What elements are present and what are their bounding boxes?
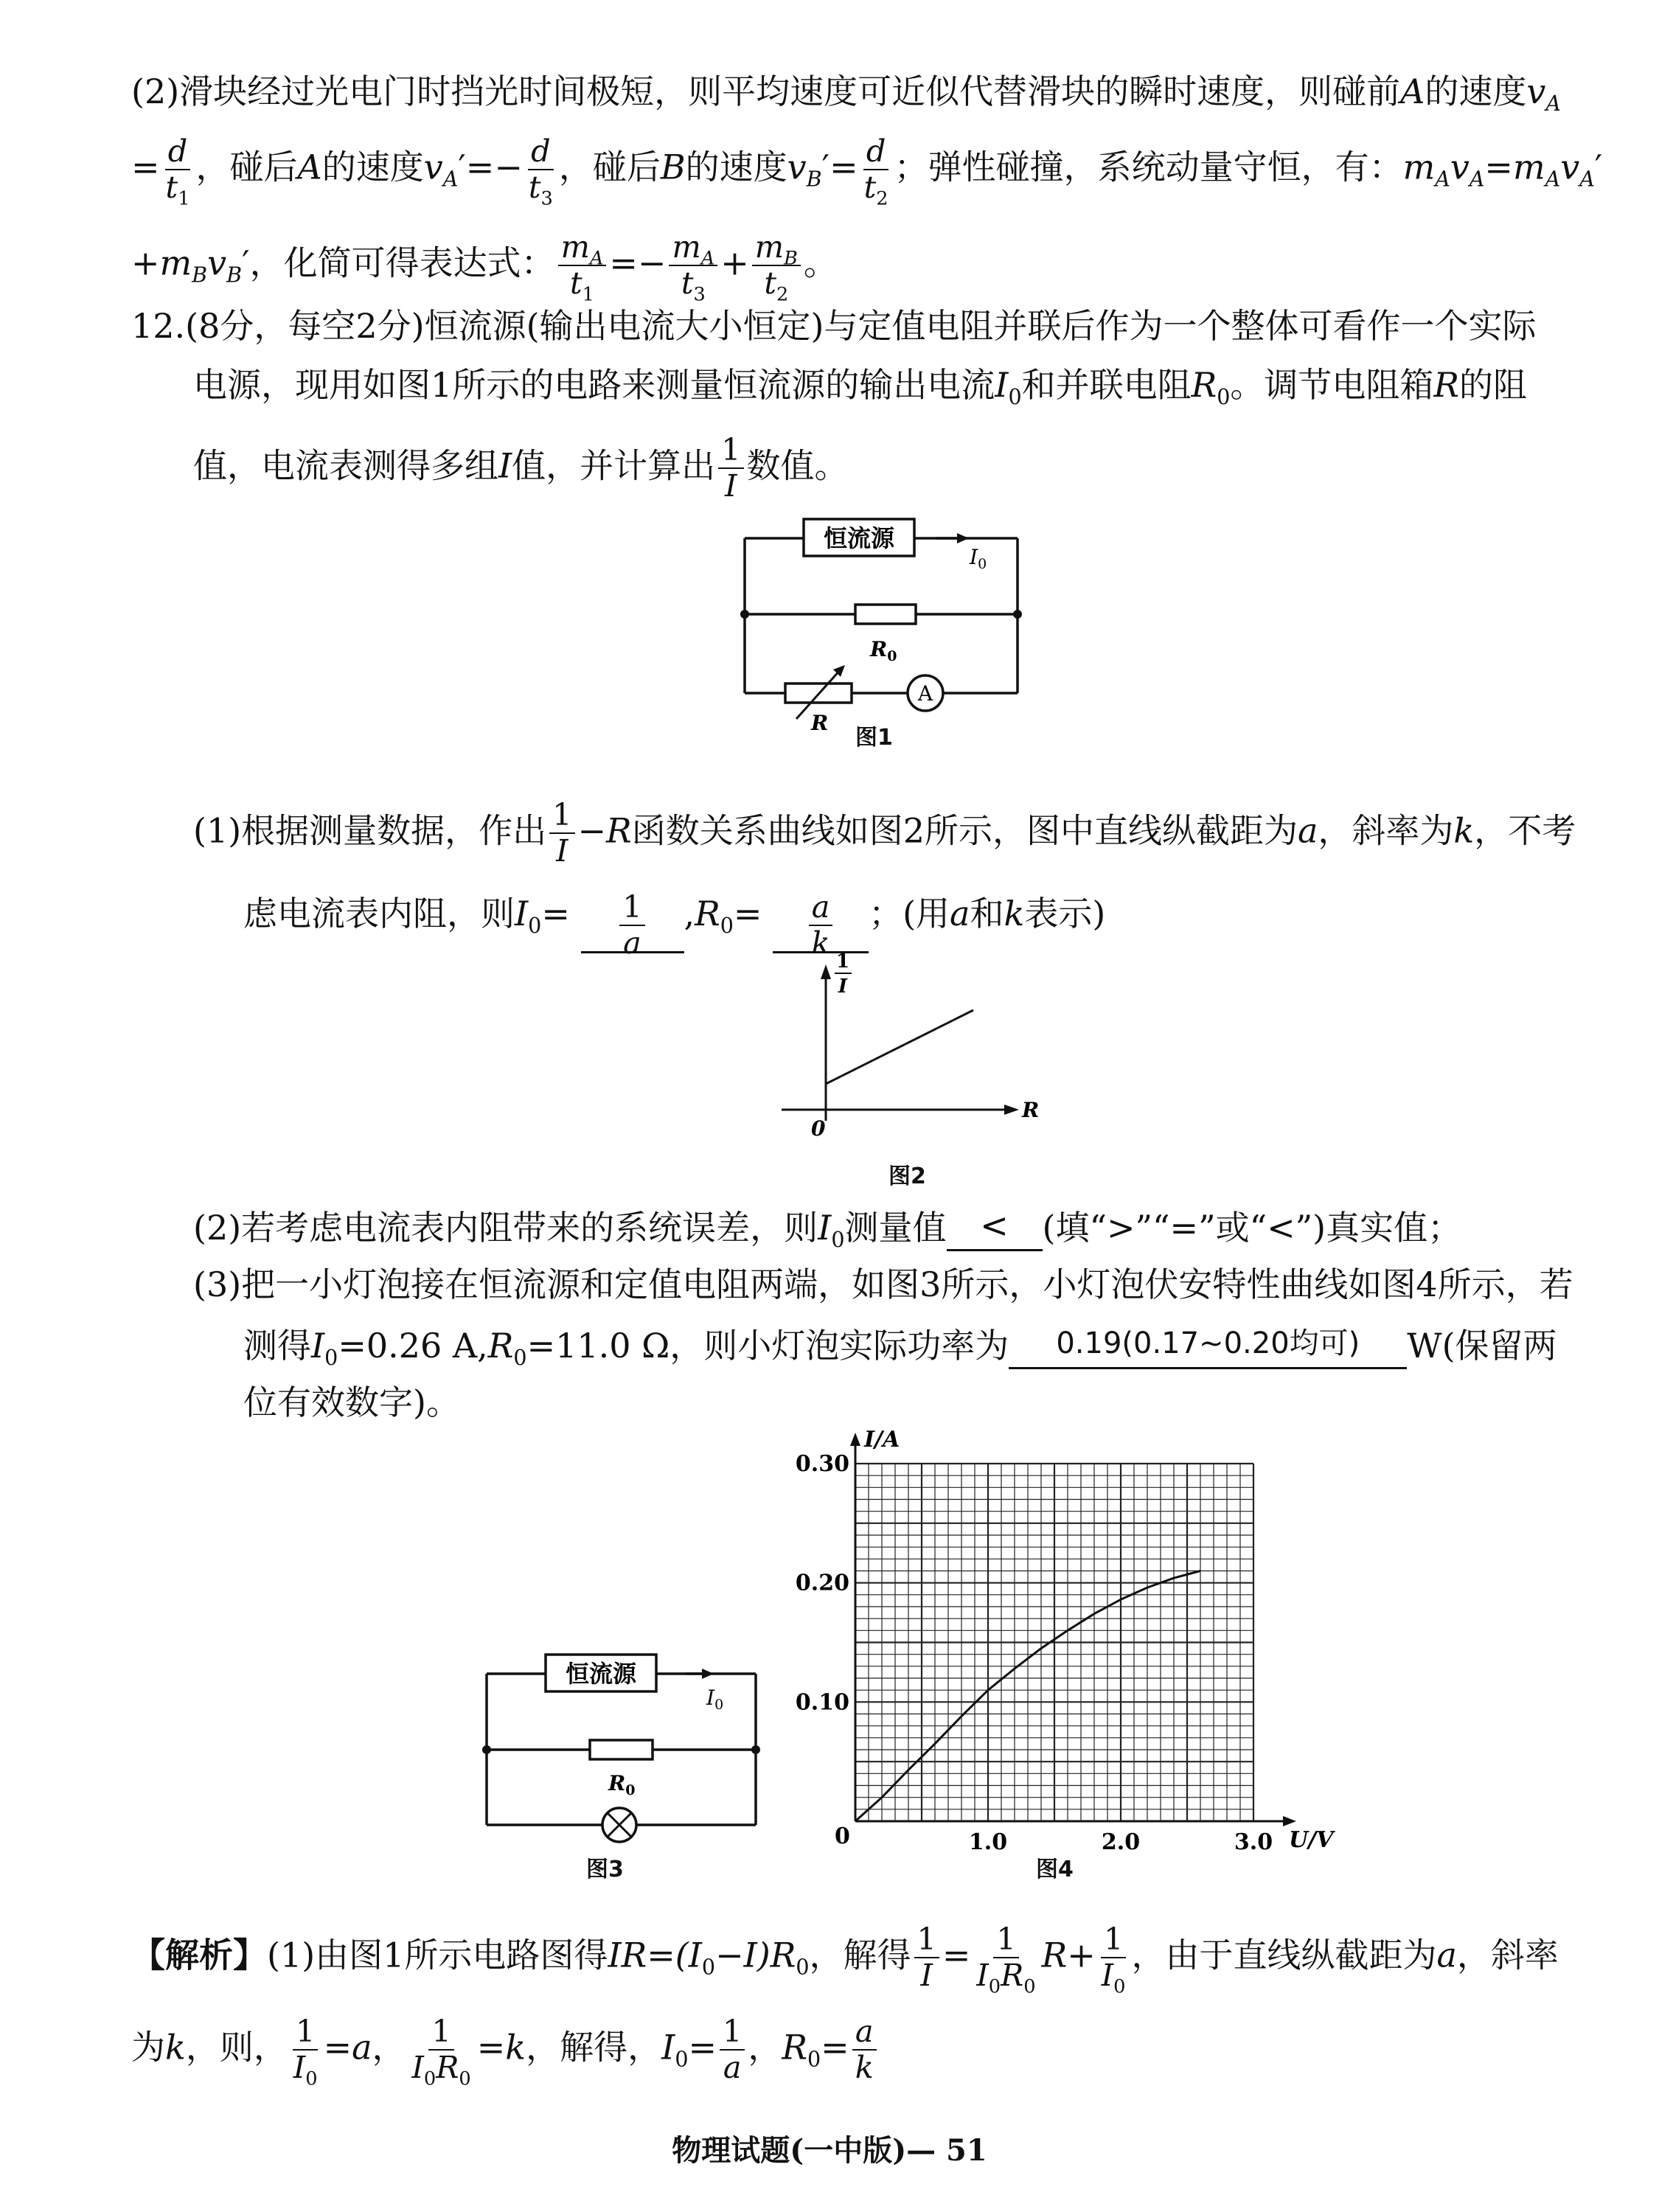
text: ，则， <box>185 2027 288 2067</box>
sub3-line1 <box>193 1261 1573 1308</box>
I: I <box>976 1958 989 1994</box>
text: 表示) <box>1024 894 1106 933</box>
prime: ′ <box>1594 147 1603 187</box>
sub: A <box>1435 167 1450 192</box>
den: I <box>556 833 568 869</box>
sub: 0 <box>528 914 542 939</box>
source-label: 恒流源 <box>565 1660 637 1688</box>
sub3-line2 <box>243 1320 1557 1369</box>
num: 1 <box>293 2017 318 2051</box>
sub: A <box>1545 167 1561 192</box>
chart-grid <box>855 1464 1253 1821</box>
R0-value: =11.0 Ω <box>526 1326 670 1366</box>
I: I <box>293 2050 306 2086</box>
eq: = <box>830 147 858 187</box>
R: R <box>1001 1958 1024 1994</box>
v: v <box>1560 147 1580 187</box>
eq: = <box>609 243 638 283</box>
frac-d-t3 <box>526 133 556 210</box>
sub: 0 <box>1217 385 1231 410</box>
figure3-circuit <box>472 1644 782 1843</box>
text: ，解得， <box>526 2027 662 2067</box>
frac-1-I <box>718 432 743 504</box>
x-tick-label: 3.0 <box>1234 1829 1273 1855</box>
sub: A <box>1469 167 1485 192</box>
frac-d-t2 <box>861 133 891 210</box>
sub: 0 <box>1023 1975 1036 1998</box>
m: m <box>159 243 192 283</box>
r0-resistor <box>590 1740 653 1759</box>
jx-line1 <box>131 1921 1559 1998</box>
sub: 0 <box>796 1955 810 1980</box>
frac-1-I <box>549 797 574 869</box>
sub2-line <box>193 1202 1461 1251</box>
x-arrow-icon <box>1004 1105 1019 1115</box>
sub1-line1 <box>193 797 1576 869</box>
num: 1 <box>720 2017 745 2051</box>
r0-label-sub: 0 <box>887 648 897 664</box>
sub: 0 <box>1113 1975 1126 1998</box>
frac-mA-t3 <box>669 229 717 306</box>
eq: = <box>821 2027 849 2067</box>
chart-origin: 0 <box>835 1823 850 1849</box>
I: I <box>1101 1958 1114 1994</box>
sub: 0 <box>324 1346 338 1371</box>
frac-mB-t2 <box>752 229 801 306</box>
text: (2)滑块经过光电门时挡光时间极短，则平均速度可近似代替滑块的瞬时速度，则碰前 <box>131 72 1401 111</box>
R: R <box>1041 1935 1068 1975</box>
frac-1-I0R0 <box>409 2014 474 2090</box>
sub: A <box>589 247 604 270</box>
t: t <box>681 265 694 302</box>
den <box>163 170 193 210</box>
junction-dot <box>482 1745 491 1754</box>
I0: I <box>995 365 1009 405</box>
sub: 0 <box>305 2067 318 2090</box>
sub: A <box>700 247 715 270</box>
sub: 1 <box>582 283 594 306</box>
sub: 0 <box>1008 385 1022 410</box>
x-tick-label: 1.0 <box>968 1829 1008 1855</box>
a: a <box>1297 810 1318 851</box>
R: R <box>1433 365 1460 405</box>
sub1-line2 <box>243 876 1106 961</box>
den: a <box>623 925 641 961</box>
frac-1-I0 <box>1099 1921 1129 1998</box>
text: ，斜率 <box>1456 1935 1559 1975</box>
k: k <box>505 2027 526 2067</box>
source-label: 恒流源 <box>823 524 895 552</box>
junction-dot <box>751 1745 760 1754</box>
sub: A <box>1545 91 1561 116</box>
t: t <box>165 170 178 206</box>
period: 。 <box>803 243 838 283</box>
text: 位有效数字)。 <box>243 1382 460 1422</box>
current-label-main: I <box>706 1686 715 1710</box>
arrow-head-icon <box>957 533 969 543</box>
eq: = <box>131 147 160 187</box>
figure1-circuit <box>723 509 1062 737</box>
y-tick-label: 0.20 <box>795 1570 849 1596</box>
R0: R <box>1191 365 1217 405</box>
figure2-graph <box>767 951 1062 1187</box>
eq: = <box>541 894 570 933</box>
y-axis-arrow-icon <box>850 1433 860 1446</box>
eq: = <box>688 2027 717 2067</box>
x-tick-label: 2.0 <box>1101 1829 1141 1855</box>
sub: 1 <box>178 187 190 210</box>
num <box>669 229 717 270</box>
sub: B <box>784 247 798 270</box>
text: 值，电流表测得多组 <box>193 445 498 486</box>
num: 1 <box>1101 1924 1126 1958</box>
sym-vBp: v <box>787 147 807 187</box>
frac-1-a <box>720 2014 745 2086</box>
text: ，碰后 <box>558 147 661 187</box>
answer-I0-blank[interactable] <box>581 889 684 961</box>
answer-I0 <box>619 889 644 961</box>
rbox-label: R <box>811 711 829 735</box>
text: ；(用 <box>869 894 950 933</box>
comma: , <box>684 894 695 933</box>
q12-line1 <box>131 302 1536 349</box>
num: 1 <box>914 1924 939 1958</box>
I0: I <box>818 1208 832 1248</box>
I: I <box>498 445 512 486</box>
prime: ′ <box>458 147 466 187</box>
R0: R <box>487 1326 514 1366</box>
v: v <box>1450 147 1470 187</box>
m: m <box>672 229 701 265</box>
text: 测得 <box>243 1326 311 1366</box>
figure4-iv-chart <box>782 1416 1357 1888</box>
den: k <box>855 2050 874 2086</box>
sub: 0 <box>807 2047 821 2072</box>
plus: + <box>720 243 749 283</box>
jx-tag: 【解析】 <box>131 1935 267 1975</box>
I0: I <box>515 894 529 933</box>
plus: + <box>1067 1935 1096 1975</box>
figure3-caption: 图3 <box>586 1857 624 1882</box>
graph-line <box>826 1010 973 1084</box>
sub: A <box>1579 167 1595 192</box>
den <box>861 170 891 210</box>
sym-vAp: v <box>423 147 443 187</box>
current-label-sub: 0 <box>978 556 987 572</box>
chart-xlabel: U/V <box>1289 1827 1334 1853</box>
origin-label: 0 <box>811 1116 826 1141</box>
current-label-sub: 0 <box>714 1697 724 1713</box>
text: (2)若考虑电流表内阻带来的系统误差，则 <box>193 1208 818 1248</box>
num: 1 <box>549 800 574 834</box>
sub3-line3 <box>243 1379 460 1426</box>
sub: 0 <box>720 914 734 939</box>
frac-1-I0 <box>291 2014 321 2090</box>
text: ，化简可得表达式： <box>249 243 555 283</box>
den <box>678 265 709 306</box>
page-footer: 物理试题(一中版)— 51 <box>672 2133 987 2168</box>
para2-line3 <box>131 229 838 306</box>
text: ，碰后 <box>195 147 298 187</box>
text: 的速度 <box>1425 72 1527 111</box>
y-arrow-icon <box>821 964 831 979</box>
y-label-den: I <box>838 975 848 998</box>
answer-R0-blank[interactable] <box>773 889 869 961</box>
den <box>409 2050 474 2090</box>
text: (1)由图1所示电路图得 <box>267 1935 608 1975</box>
frac-d-t1 <box>163 133 193 210</box>
comma: ， <box>748 2027 782 2067</box>
eq: = <box>942 1935 971 1975</box>
eq: = <box>465 147 495 187</box>
minus-R: −R <box>577 810 632 851</box>
chart-marks <box>796 1433 1296 1855</box>
minus: − <box>637 243 667 283</box>
frac-1-I <box>914 1921 939 1994</box>
current-label <box>706 1686 723 1713</box>
I0: I <box>311 1326 325 1366</box>
current-label <box>969 545 987 572</box>
current-label-main: I <box>970 545 978 569</box>
num: a <box>809 892 833 926</box>
r0-resistor <box>855 605 916 624</box>
text: 的速度 <box>321 147 424 187</box>
r0-label-main: R <box>608 1771 626 1795</box>
y-label-num: 1 <box>835 951 850 973</box>
text: 数值。 <box>746 445 849 486</box>
sym-vA: v <box>1526 72 1546 111</box>
eq-part: −I)R <box>715 1935 796 1975</box>
sub: 3 <box>540 187 553 210</box>
x-label: R <box>1022 1098 1040 1122</box>
sub: 0 <box>513 1346 527 1371</box>
eq: = <box>1484 147 1513 187</box>
den: I <box>725 468 737 504</box>
figure4-caption: 图4 <box>1036 1857 1074 1882</box>
text: 的速度 <box>685 147 787 187</box>
R0: R <box>782 2027 808 2067</box>
q12-line3 <box>193 432 849 504</box>
para2-line2 <box>131 133 1603 210</box>
frac-a-k <box>852 2014 877 2086</box>
num: 1 <box>993 1924 1018 1958</box>
arrow-head-icon <box>702 1669 714 1679</box>
text: W(保留两 <box>1407 1326 1557 1366</box>
den <box>526 170 556 210</box>
m: m <box>1512 147 1545 187</box>
sub: A <box>442 167 459 192</box>
text: 12.(8分，每空2分)恒流源(输出电流大小恒定)与定值电阻并联后作为一个整体可看作一个实际 <box>131 306 1537 346</box>
y-tick-label: 0.30 <box>795 1451 849 1477</box>
text: 和 <box>970 894 1004 933</box>
text: 的阻 <box>1459 365 1528 405</box>
den: I <box>920 1958 933 1994</box>
text: 测量值 <box>844 1208 947 1248</box>
t: t <box>569 265 582 302</box>
r0-label <box>608 1771 636 1798</box>
num: d <box>165 136 191 170</box>
text: 和并联电阻 <box>1021 365 1192 405</box>
sub: 0 <box>675 2047 689 2072</box>
R0: R <box>695 894 720 933</box>
comma: ， <box>372 2027 406 2067</box>
prime: ′ <box>242 243 250 283</box>
text: (1)根据测量数据，作出 <box>193 810 547 851</box>
R: R <box>436 2050 459 2086</box>
text: ，不考 <box>1474 810 1576 851</box>
eq: = <box>733 894 762 933</box>
junction-dot <box>740 610 749 619</box>
den <box>1099 1958 1129 1998</box>
t: t <box>863 170 877 206</box>
text: ，则小灯泡实际功率为 <box>669 1326 1009 1366</box>
sub: 2 <box>876 187 888 210</box>
den <box>291 2050 321 2090</box>
ammeter-label: A <box>917 681 933 706</box>
text: ，由于直线纵截距为 <box>1131 1935 1437 1975</box>
sub: B <box>226 262 243 288</box>
sub: 2 <box>776 283 789 306</box>
sym-A: A <box>297 147 322 187</box>
v: v <box>207 243 227 283</box>
den: k <box>811 925 830 961</box>
num: d <box>528 136 554 170</box>
I: I <box>411 2050 424 2086</box>
text: (3)把一小灯泡接在恒流源和定值电阻两端，如图3所示，小灯泡伏安特性曲线如图4所示，若 <box>193 1265 1573 1304</box>
den <box>973 1958 1038 1998</box>
text: 为 <box>131 2027 165 2067</box>
a: a <box>352 2027 372 2067</box>
text: 函数关系曲线如图2所示，图中直线纵截距为 <box>631 810 1298 851</box>
chart-ylabel: I/A <box>864 1427 900 1453</box>
num: d <box>863 136 889 170</box>
sym-A: A <box>1400 72 1425 111</box>
sub: 0 <box>701 1955 716 1980</box>
k: k <box>1004 894 1025 933</box>
figure2-caption: 图2 <box>888 1164 926 1189</box>
text: ；弹性碰撞，系统动量守恒，有： <box>894 147 1403 187</box>
a: a <box>950 894 970 933</box>
text: 值，并计算出 <box>512 445 716 486</box>
answer-R0 <box>809 889 833 961</box>
r0-label-main: R <box>870 637 888 661</box>
den: a <box>723 2050 742 2086</box>
num: 1 <box>619 892 644 926</box>
den <box>761 265 791 306</box>
answer-compare-blank[interactable]: < <box>947 1202 1043 1251</box>
sub: B <box>806 167 822 192</box>
m: m <box>560 229 590 265</box>
frac-mA-t1 <box>558 229 607 306</box>
eq: = <box>323 2027 352 2067</box>
text: 。调节电阻箱 <box>1230 365 1434 405</box>
text: (填“>”“=”或“<”)真实值； <box>1042 1208 1462 1248</box>
eq-part: IR=(I <box>608 1935 702 1975</box>
q12-line2 <box>193 361 1527 408</box>
m: m <box>754 229 785 265</box>
text: 虑电流表内阻，则 <box>243 894 515 933</box>
para2-line1 <box>131 68 1561 115</box>
a: a <box>1436 1935 1457 1975</box>
num <box>558 229 607 270</box>
sub: 0 <box>459 2067 471 2090</box>
sub: 0 <box>988 1975 1001 1998</box>
eq: = <box>476 2027 506 2067</box>
plus: + <box>131 243 160 283</box>
sym-B: B <box>660 147 686 187</box>
y-tick-label: 0.10 <box>795 1689 849 1716</box>
I0: I <box>661 2027 675 2067</box>
I0-value: =0.26 A, <box>338 1326 488 1366</box>
k: k <box>1453 810 1475 851</box>
num: 1 <box>718 435 743 469</box>
r0-label-sub: 0 <box>625 1782 636 1798</box>
t: t <box>528 170 541 206</box>
k: k <box>165 2027 186 2067</box>
sub: 0 <box>423 2067 437 2090</box>
text: ，解得 <box>809 1935 911 1975</box>
t: t <box>764 265 776 302</box>
num <box>752 229 801 270</box>
r0-label <box>869 637 897 664</box>
sub: B <box>192 262 208 288</box>
prime: ′ <box>821 147 830 187</box>
num: 1 <box>428 2017 453 2051</box>
den <box>567 265 597 306</box>
frac-1-I0R0 <box>973 1921 1038 1998</box>
sub: 3 <box>693 283 706 306</box>
num: a <box>852 2017 877 2051</box>
x-axis-arrow-icon <box>1283 1816 1296 1826</box>
jx-line2 <box>131 2014 880 2090</box>
text: 电源，现用如图1所示的电路来测量恒流源的输出电流 <box>193 365 995 405</box>
minus: − <box>494 147 523 187</box>
m: m <box>1402 147 1436 187</box>
answer-power-blank[interactable]: 0.19(0.17~0.20均可) <box>1009 1320 1407 1369</box>
sub: 0 <box>831 1228 845 1253</box>
text: ，斜率为 <box>1318 810 1454 851</box>
junction-dot <box>1013 610 1022 619</box>
figure1-caption: 图1 <box>855 725 893 751</box>
